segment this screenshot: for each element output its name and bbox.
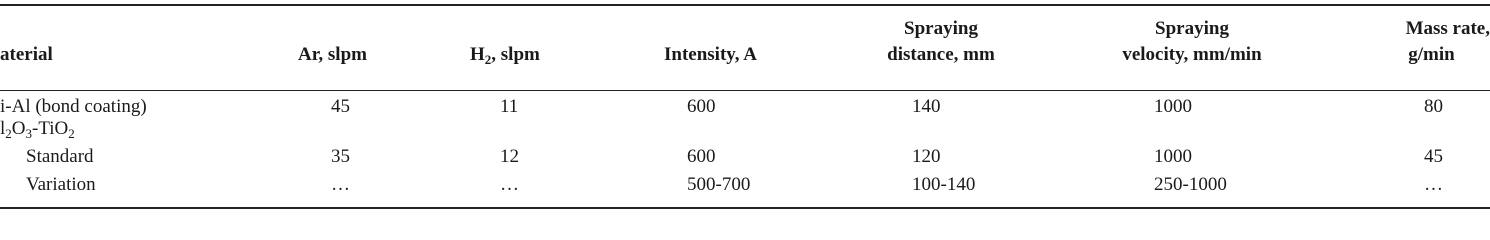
table-bottom-rule [0,207,1490,209]
header-velocity-line1: Spraying [1155,18,1229,39]
row-distance: 140 [912,96,941,117]
row-distance: 120 [912,146,941,167]
row-material: i-Al (bond coating) [0,96,147,117]
row-ar: … [331,174,350,195]
row-ar: 45 [331,96,350,117]
row-intensity: 600 [687,146,716,167]
header-distance-line2: distance, mm [887,44,995,65]
row-h2: 11 [500,96,519,117]
row-distance: 100-140 [912,174,976,195]
row-mass: … [1424,174,1443,195]
row-mass: 45 [1424,146,1443,167]
header-material: aterial [0,44,53,65]
row-h2: … [500,174,519,195]
row-material: Standard [26,146,94,167]
header-h2: $H_2$, slpm [470,44,540,67]
row-ar: 35 [331,146,350,167]
header-intensity: Intensity, A [664,44,757,65]
row-mass: 80 [1424,96,1443,117]
row-h2: 12 [500,146,519,167]
row-velocity: 250-1000 [1154,174,1227,195]
header-distance-line1: Spraying [904,18,978,39]
row-intensity: 600 [687,96,716,117]
row-intensity: 500-700 [687,174,751,195]
header-velocity-line2: velocity, mm/min [1122,44,1262,65]
header-mass-line2: g/min [1408,44,1455,65]
row-material: Variation [26,174,96,195]
row-material-group: $l_2O_3-TiO_2$ [0,118,75,141]
row-velocity: 1000 [1154,146,1192,167]
table-top-rule [0,4,1490,6]
header-ar: Ar, slpm [298,44,367,65]
header-mass-line1: Mass rate, [1405,18,1490,39]
table-header-rule [0,90,1490,91]
row-velocity: 1000 [1154,96,1192,117]
